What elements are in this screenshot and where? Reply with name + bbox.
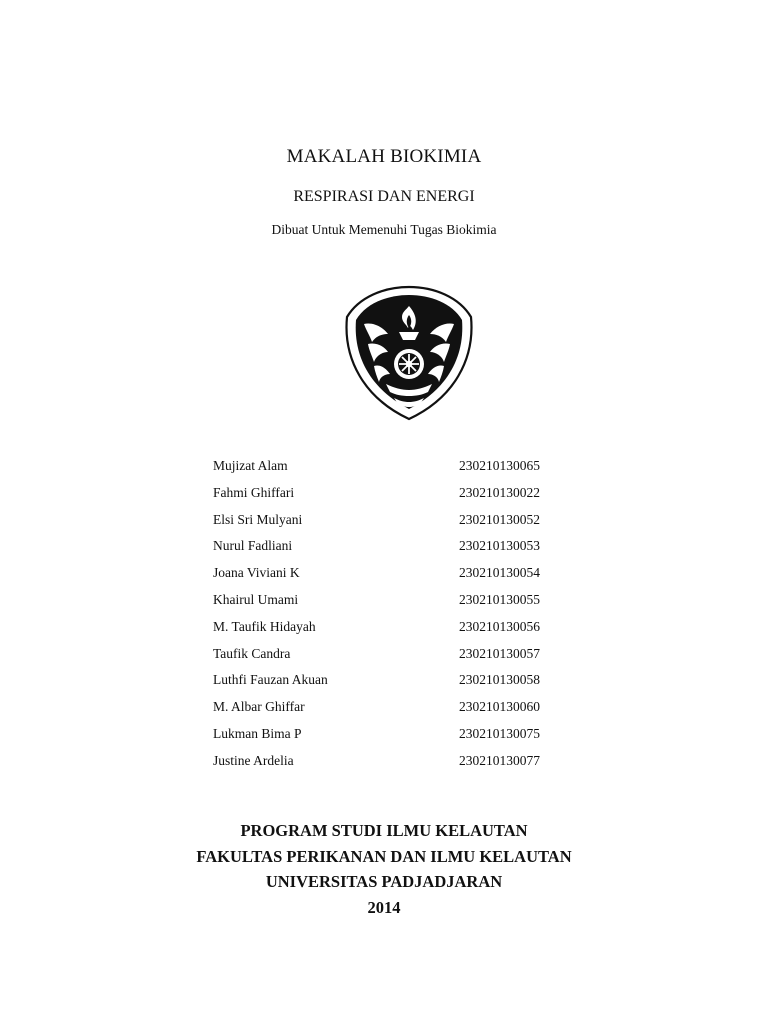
- document-year: 2014: [367, 897, 401, 917]
- member-nim: 230210130053: [459, 538, 540, 554]
- member-name: Joana Viviani K: [213, 565, 300, 581]
- member-nim: 230210130056: [459, 618, 540, 634]
- university-emblem-icon: [342, 284, 476, 422]
- member-nim: 230210130077: [459, 752, 540, 768]
- member-name: Justine Ardelia: [213, 752, 294, 768]
- member-name: Nurul Fadliani: [213, 538, 293, 554]
- member-nim: 230210130075: [459, 725, 540, 741]
- member-name: M. Albar Ghiffar: [213, 699, 305, 715]
- member-nim: 230210130060: [459, 699, 540, 715]
- list-item: [213, 670, 573, 697]
- member-nim: 230210130065: [459, 458, 540, 473]
- document-title: MAKALAH BIOKIMIA: [286, 146, 482, 167]
- document-purpose: Dibuat Untuk Memenuhi Tugas Biokimia: [271, 222, 497, 237]
- member-nim: 230210130055: [459, 591, 540, 607]
- list-item: [213, 724, 573, 751]
- document-subtitle: RESPIRASI DAN ENERGI: [293, 188, 475, 205]
- member-name: Mujizat Alam: [213, 458, 288, 473]
- member-nim: 230210130057: [459, 645, 540, 661]
- list-item: [213, 751, 573, 778]
- list-item: [213, 483, 573, 510]
- member-nim: 230210130058: [459, 672, 540, 688]
- institution-block: [0, 818, 768, 920]
- list-item: [213, 590, 573, 617]
- member-name: Lukman Bima P: [213, 725, 302, 741]
- program-name: PROGRAM STUDI ILMU KELAUTAN: [240, 821, 528, 840]
- faculty-name: FAKULTAS PERIKANAN DAN ILMU KELAUTAN: [196, 846, 572, 866]
- member-name: Elsi Sri Mulyani: [213, 511, 303, 527]
- list-item: [213, 644, 573, 671]
- list-item: [213, 617, 573, 644]
- member-name: M. Taufik Hidayah: [213, 618, 316, 634]
- member-list: [213, 456, 573, 778]
- list-item: [213, 456, 573, 483]
- list-item: [213, 697, 573, 724]
- list-item: [213, 536, 573, 563]
- member-name: Fahmi Ghiffari: [213, 484, 295, 500]
- member-nim: 230210130054: [459, 565, 540, 581]
- list-item: [213, 563, 573, 590]
- member-name: Luthfi Fauzan Akuan: [213, 672, 328, 688]
- member-nim: 230210130052: [459, 511, 540, 527]
- member-nim: 230210130022: [459, 484, 540, 500]
- university-name: UNIVERSITAS PADJADJARAN: [265, 872, 503, 891]
- list-item: [213, 510, 573, 537]
- member-name: Khairul Umami: [213, 591, 299, 607]
- member-name: Taufik Candra: [213, 645, 291, 661]
